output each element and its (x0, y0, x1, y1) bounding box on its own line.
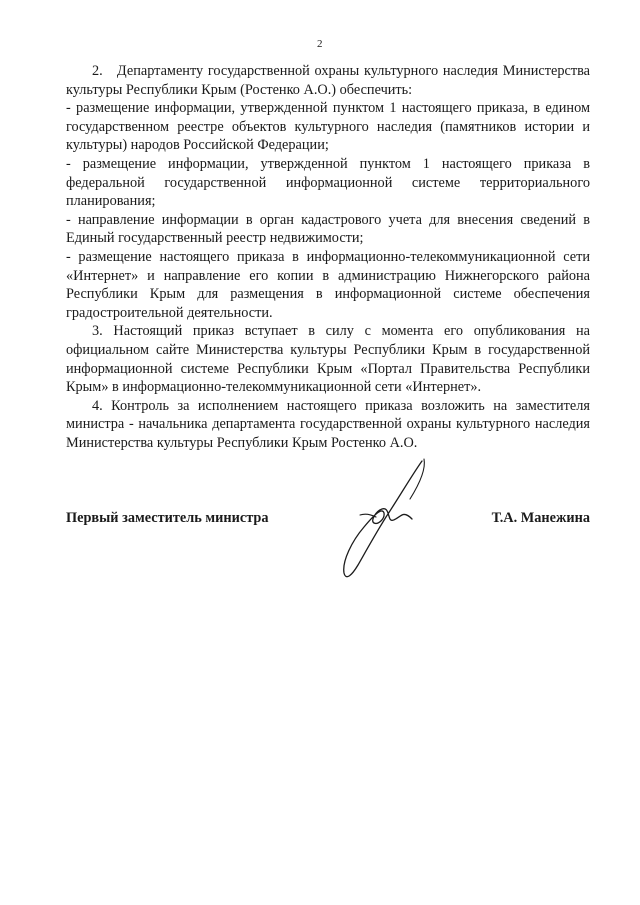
page-number: 2 (317, 38, 323, 50)
bullet-internet-publication: - размещение настоящего приказа в информационно-телекоммуникационной сети «Интернет» и направление его копии в администрацию Нижнегорского района Республики Крым для размещения в информационной системе обеспечения градостроительной деятельности. (66, 248, 590, 321)
document-body (66, 62, 590, 452)
handwritten-signature (330, 455, 440, 585)
paragraph-item-2: 2. Департаменту государственной охраны культурного наследия Министерства культуры Республики Крым (Ростенко А.О.) обеспечить: (66, 63, 590, 98)
paragraph-item-4: 4. Контроль за исполнением настоящего приказа возложить на заместителя министра - начальника департамента государственной охраны культурного наследия Министерства культуры Республики Крым Ростенко А.О. (66, 397, 590, 451)
signatory-name: Т.А. Манежина (491, 510, 590, 526)
bullet-cadastral-notice: - направление информации в орган кадастрового учета для внесения сведений в Единый государственный реестр недвижимости; (66, 211, 590, 247)
bullet-registry-placement: - размещение информации, утвержденной пунктом 1 настоящего приказа, в едином государственном реестре объектов культурного наследия (памятников истории и культуры) народов Российской Федерации; (66, 100, 590, 154)
signatory-position: Первый заместитель министра (66, 510, 269, 526)
bullet-federal-system-placement: - размещение информации, утвержденной пунктом 1 настоящего приказа в федеральной государственной информационной системе территориального планирования; (66, 155, 590, 210)
paragraph-item-3: 3. Настоящий приказ вступает в силу с момента его опубликования на официальном сайте Министерства культуры Республики Крым в государственной информационной системе Республики Крым «Портал Правительства Республики Крым» в информационно-телекоммуникационной сети «Интернет». (66, 323, 590, 396)
